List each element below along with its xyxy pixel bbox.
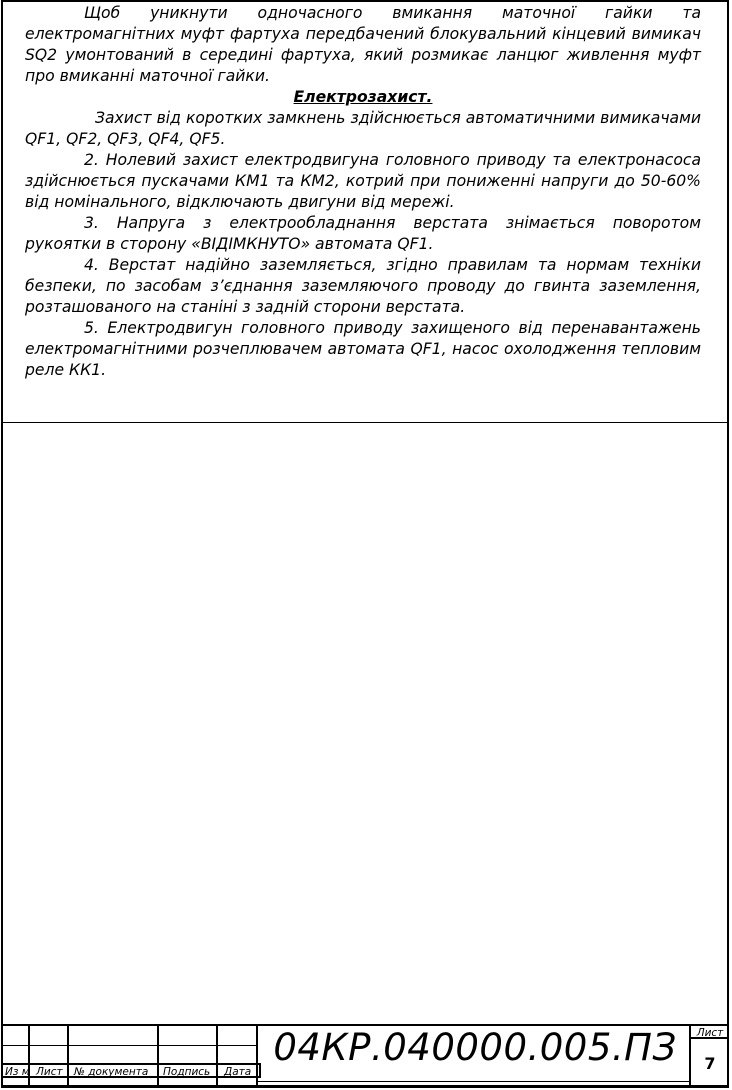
paragraph-interlock: Щоб уникнути одночасного вмикання маточної гайки та електромагнітних муфт фартуха передбачений блокувальний кінцевий вимикач SQ2 умонтований в середині фартуха, який розмикає ланцюг живлення муфт про вмиканні маточної гайки.: [25, 4, 701, 85]
sheet-label: Лист: [696, 1027, 724, 1039]
grid-line: [258, 1081, 689, 1082]
title-block-bottom-line: [3, 1085, 728, 1087]
paragraph-voltage-off: 3. Напруга з електрообладнання верстата знімається поворотом рукоятки в сторону «ВІДІМКНУТО» автомата QF1.: [25, 214, 701, 253]
paragraph-short-circuit: Захист від коротких замкнень здійснюється автоматичними вимикачами QF1, QF2, QF3, QF4, QF5.: [25, 109, 701, 148]
paragraph-overload: 5. Електродвигун головного приводу захищеного від перенавантажень електромагнітними розчеплювачем автомата QF1, насос охолодження тепловим реле КК1.: [25, 319, 701, 379]
grid-line: [689, 1024, 691, 1087]
column-label-date: Дата: [224, 1066, 252, 1078]
section-heading: Електрозахист.: [293, 88, 433, 106]
column-label-list: Лист: [36, 1066, 63, 1078]
column-label-document: № документа: [74, 1066, 149, 1078]
grid-line: [259, 1063, 261, 1078]
document-number: 04КР.040000.005.ПЗ: [273, 1026, 677, 1069]
column-label-izm: Из м: [5, 1066, 30, 1078]
sheet-number: 7: [704, 1054, 716, 1073]
paragraph-zero-protection: 2. Нолевий захист електродвигуна головного приводу та електронасоса здійснюється пускачами КМ1 та КМ2, котрий при пониженні напруги до 50-60% від номінального, відключають двигуни від мережі.: [25, 151, 701, 211]
content-divider: [3, 422, 728, 423]
document-body: [25, 3, 701, 381]
grid-line: [3, 1063, 261, 1065]
paragraph-grounding: 4. Верстат надійно заземляється, згідно правилам та нормам техніки безпеки, по засобам з’єднання заземляючого проводу до гвинта заземлення, розташованого на станіні з задній сторони верстата.: [25, 256, 701, 316]
grid-line: [3, 1045, 257, 1046]
column-label-signature: Подпись: [163, 1066, 211, 1078]
